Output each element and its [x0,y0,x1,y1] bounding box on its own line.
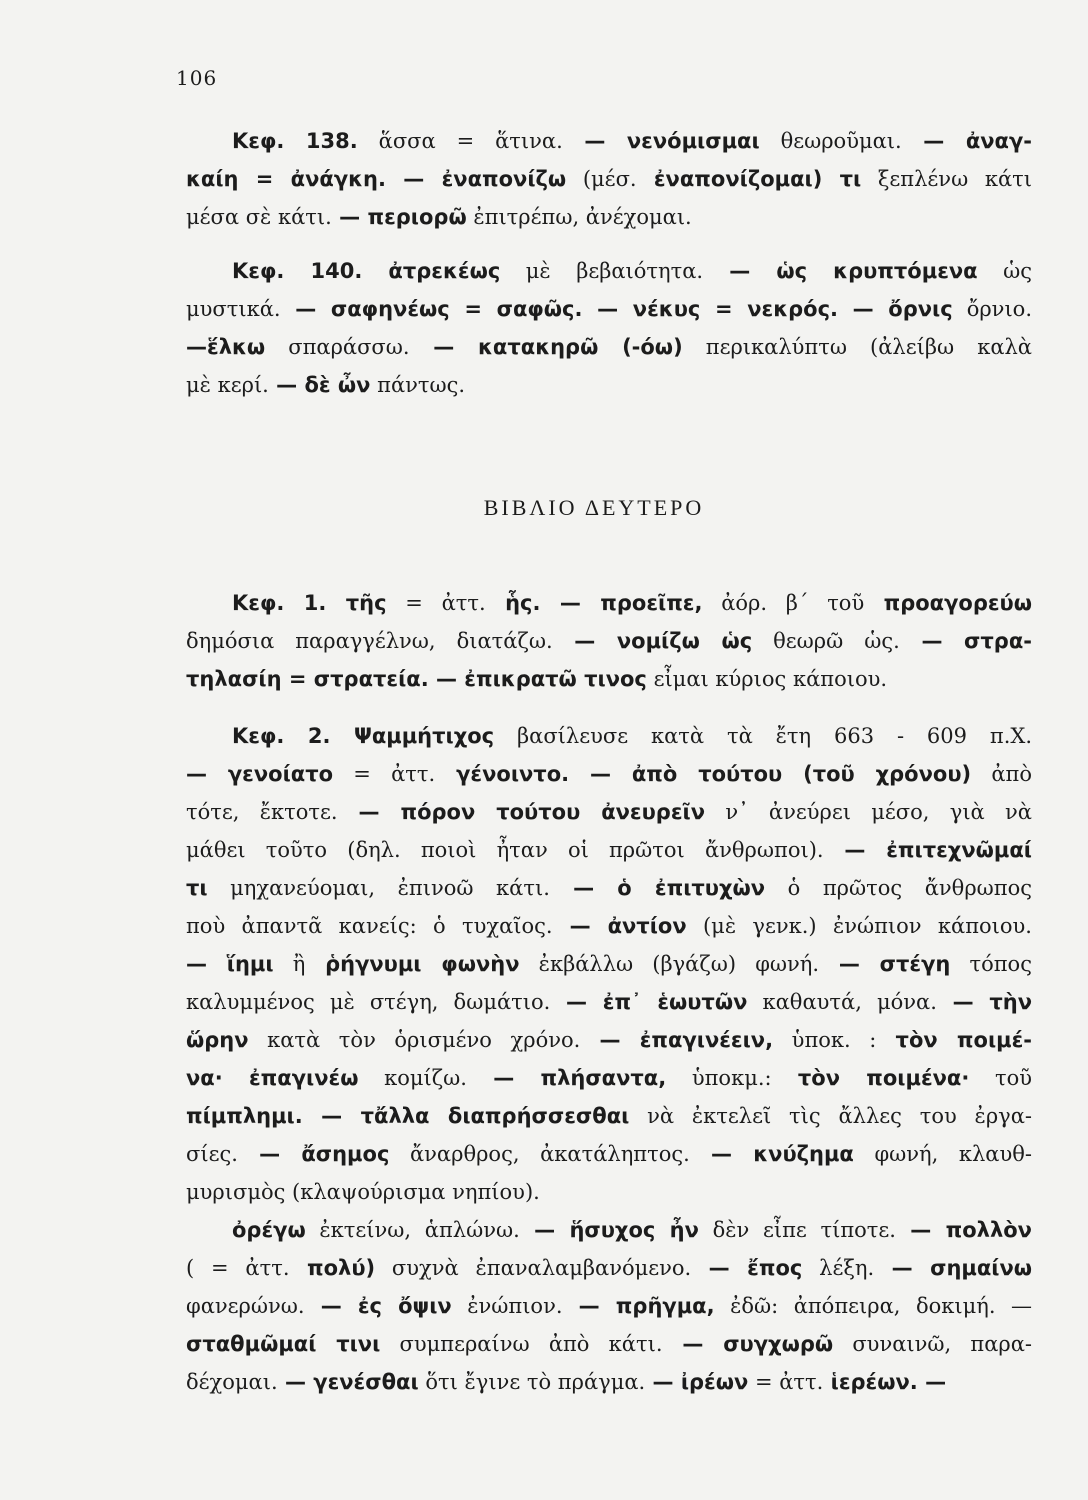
headword-term: — στέγη [819,952,951,976]
definition-text: μέσα σὲ κάτι. [186,205,332,229]
definition-text: ἢ [273,952,306,976]
definition-text: ποὺ ἀπαντᾶ κανείς: ὁ τυχαῖος. [186,914,553,938]
headword-term: — ἵημι [186,952,274,976]
definition-text: δημόσια παραγγέλνω, διατάζω. [186,629,553,653]
headword-term: — πρῆγμα, [562,1294,715,1318]
headword-term: — δὲ ὦν [268,373,371,397]
headword-term: — ἐπικρατῶ τινος [428,667,647,691]
definition-text: ν᾽ ἀνεύρει μέσο, γιὰ νὰ [705,800,1032,824]
definition-text: ἄναρθρος, ἀκατάληπτος. [389,1142,690,1166]
definition-text: σίες. [186,1142,238,1166]
headword-term: Κεφ. 2. [232,724,331,748]
headword-term: γένοιντο. [435,762,570,786]
definition-text: ἀόρ. β΄ τοῦ [702,591,865,615]
definition-text: συχνὰ ἐπαναλαμβανόμενο. [375,1256,692,1280]
definition-text: μάθει τοῦτο (δηλ. ποιοὶ ἦταν οἱ πρῶτοι ἄνθρωποι). [186,838,824,862]
text-line [186,755,1032,793]
headword-term: — γενοίατο [186,762,334,786]
headword-term: σταθμῶμαί τινι [186,1332,381,1356]
definition-text: ὅτι ἔγινε τὸ πράγμα. [418,1370,646,1394]
text-line [186,1249,1032,1287]
headword-term: τι [186,876,208,900]
definition-text: πάντως. [370,373,466,397]
headword-term: — πολλὸν [895,1218,1032,1242]
definition-text: ὄρνιο. [952,297,1032,321]
text-line [186,831,1032,869]
text-line [186,290,1032,328]
definition-text: κομίζω. [358,1066,467,1090]
text-line [186,366,1032,404]
text-line [186,1021,1032,1059]
glossary-chapter-140 [186,252,1032,404]
definition-text: ἀπὸ [971,762,1032,786]
headword-term: — ἐπ᾽ ἑωυτῶν [550,990,748,1014]
headword-term: τῆς [326,591,387,615]
headword-term: ἀτρεκέως [362,259,501,283]
text-line [186,584,1032,622]
text-line [186,1325,1032,1363]
headword-term: — περιορῶ [331,205,467,229]
headword-term: — ἐς ὄψιν [304,1294,452,1318]
text-line [186,1059,1032,1097]
headword-term: — ὄρνις [838,297,953,321]
text-line [186,328,1032,366]
headword-term: — ἄσημος [237,1142,390,1166]
headword-term: — νομίζω ὡς [552,629,753,653]
headword-term: — κατακηρῶ (-όω) [409,335,683,359]
text-line [186,198,1032,236]
text-line [186,1173,1032,1211]
definition-text: περικαλύπτω (ἀλείβω καλὰ [682,335,1032,359]
definition-text: (μέσ. [566,167,637,191]
headword-term: προαγορεύω [864,591,1032,615]
definition-text: δέχομαι. [186,1370,278,1394]
text-line [186,1135,1032,1173]
definition-text: βασίλευσε κατὰ τὰ ἔτη 663 - 609 π.Χ. [494,724,1032,748]
definition-text: ἐπιτρέπω, ἀνέχομαι. [466,205,692,229]
headword-term: ἐναπονίζομαι) τι [636,167,862,191]
headword-term: — πλήσαντα, [466,1066,667,1090]
definition-text: καλυμμένος μὲ στέγη, δωμάτιο. [186,990,551,1014]
definition-text: ὁ πρῶτος ἄνθρωπος [765,876,1032,900]
headword-term: — τὴν [936,990,1032,1014]
text-line [186,983,1032,1021]
definition-text: κατὰ τὸν ὁρισμένο χρόνο. [248,1028,581,1052]
text-line [186,717,1032,755]
text-line [186,622,1032,660]
headword-term: — νενόμισμαι [562,129,760,153]
headword-term: ὥρην [186,1028,249,1052]
headword-term: — ὁ ἐπιτυχὼν [549,876,766,900]
text-line [186,252,1032,290]
headword-term: — τἄλλα διαπρήσσεσθαι [302,1104,630,1128]
headword-term: πολύ) [289,1256,376,1280]
definition-text: ἅσσα = ἅτινα. [357,129,563,153]
headword-term: — προεῖπε, [540,591,703,615]
headword-term: — πόρον τούτου ἀνευρεῖν [337,800,706,824]
text-line [186,1211,1032,1249]
definition-text: δὲν εἶπε τίποτε. [698,1218,896,1242]
definition-text: εἶμαι κύριος κάποιου. [646,667,888,691]
headword-term: Κεφ. 140. [232,259,363,283]
headword-term: πίμπλημι. [186,1104,303,1128]
headword-term: τὸν ποιμέ- [876,1028,1032,1052]
section-title: ΒΙΒΛΙΟ ΔΕΥΤΕΡΟ [483,495,705,520]
definition-text: μηχανεύομαι, ἐπινοῶ κάτι. [207,876,550,900]
headword-term: — συγχωρῶ [662,1332,834,1356]
definition-text: καθαυτά, μόνα. [747,990,937,1014]
headword-term: — ἰρέων [645,1370,749,1394]
headword-term: — ἔπος [691,1256,803,1280]
text-line [186,122,1032,160]
definition-text: ( = ἀττ. [186,1256,290,1280]
text-line [186,160,1032,198]
definition-text: ἐδῶ: ἀπόπειρα, δοκιμή. — [714,1294,1032,1318]
text-line [186,1287,1032,1325]
headword-term: Ψαμμήτιχος [330,724,495,748]
headword-term: — σημαίνω [874,1256,1032,1280]
page-number: 106 [176,66,218,90]
headword-term: — ὡς κρυπτόμενα [703,259,978,283]
definition-text: τοῦ [969,1066,1032,1090]
definition-text: ξεπλένω κάτι [861,167,1032,191]
glossary-chapter-2 [186,717,1032,1401]
headword-term: Κεφ. 1. [232,591,327,615]
headword-term: να· ἐπαγινέω [186,1066,359,1090]
headword-term: — ἐπιτεχνῶμαί [823,838,1032,862]
headword-term: — ἀναγ- [901,129,1032,153]
definition-text: τόπος [950,952,1032,976]
glossary-chapter-138 [186,122,1032,236]
definition-text: φωνή, κλαυθ- [853,1142,1032,1166]
definition-text: ὑποκ. : [773,1028,877,1052]
text-line [186,660,1032,698]
definition-text: ἐκτείνω, ἁπλώνω. [305,1218,520,1242]
headword-term: — στρα- [899,629,1032,653]
definition-text: = ἀττ. [748,1370,824,1394]
definition-text: ἐνώπιον. [451,1294,563,1318]
definition-text: μὲ κερί. [186,373,269,397]
text-line [186,907,1032,945]
headword-term: — ἐναπονίζω [385,167,567,191]
headword-term: — ἀπὸ τούτου (τοῦ χρόνου) [569,762,972,786]
definition-text: μυρισμὸς (κλαψούρισμα νηπίου). [186,1180,540,1204]
definition-text: (μὲ γενκ.) ἐνώπιον κάποιου. [686,914,1032,938]
text-line [186,945,1032,983]
definition-text: φανερώνω. [186,1294,305,1318]
definition-text: ἐκβάλλω (βγάζω) φωνή. [519,952,820,976]
headword-term: τὸν ποιμένα· [771,1066,970,1090]
headword-term: — σαφηνέως = σαφῶς. [280,297,583,321]
headword-term: Κεφ. 138. [232,129,358,153]
definition-text: = ἀττ. [386,591,486,615]
headword-term: — ἥσυχος ἦν [519,1218,699,1242]
headword-term: ἱερέων. — [823,1370,947,1394]
headword-term: —ἕλκω [186,335,266,359]
text-line [186,1097,1032,1135]
definition-text: = ἀττ. [333,762,436,786]
definition-text: λέξη. [802,1256,875,1280]
definition-text: σπαράσσω. [265,335,410,359]
glossary-chapter-1 [186,584,1032,698]
definition-text: συμπεραίνω ἀπὸ κάτι. [380,1332,663,1356]
definition-text: νὰ ἐκτελεῖ τὶς ἄλλες του ἐργα- [629,1104,1032,1128]
definition-text: ὡς [977,259,1032,283]
text-line [186,869,1032,907]
definition-text: θεωρῶ ὡς. [752,629,900,653]
definition-text: συναινῶ, παρα- [833,1332,1032,1356]
headword-term: ῥήγνυμι φωνὴν [305,952,520,976]
definition-text: μυστικά. [186,297,281,321]
headword-term: — ἐπαγινέειν, [580,1028,774,1052]
headword-term: — ἀντίον [552,914,687,938]
definition-text: μὲ βεβαιότητα. [500,259,704,283]
headword-term: — γενέσθαι [277,1370,419,1394]
headword-term: — νέκυς = νεκρός. [582,297,838,321]
headword-term: ὀρέγω [232,1218,306,1242]
definition-text: ὑποκμ.: [666,1066,772,1090]
headword-term: ἧς. [485,591,541,615]
definition-text: τότε, ἔκτοτε. [186,800,338,824]
text-line [186,793,1032,831]
headword-term: τηλασίη = στρατεία. [186,667,429,691]
headword-term: — κνύζημα [689,1142,854,1166]
text-line [186,1363,1032,1401]
headword-term: καίη = ἀνάγκη. [186,167,386,191]
definition-text: θεωροῦμαι. [759,129,902,153]
